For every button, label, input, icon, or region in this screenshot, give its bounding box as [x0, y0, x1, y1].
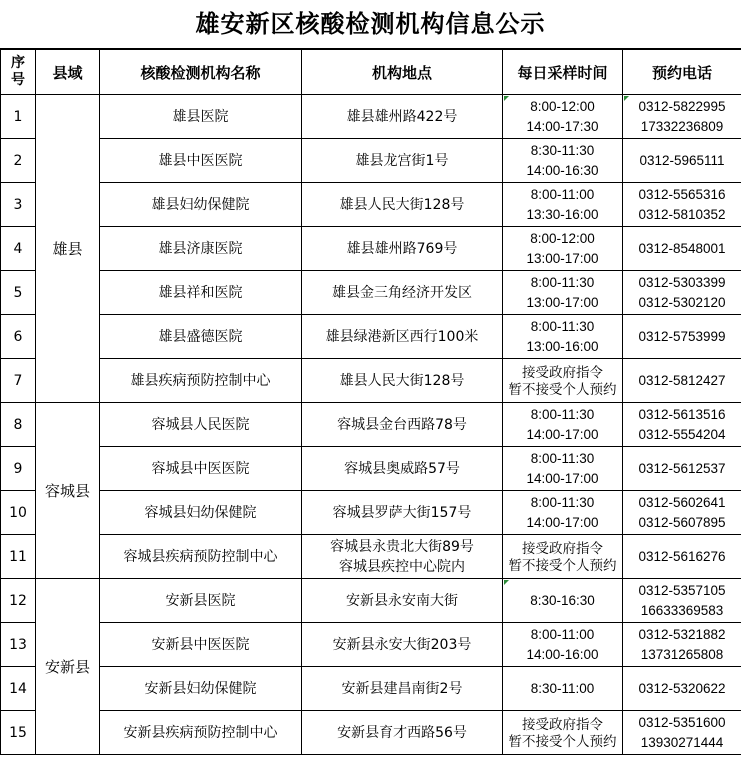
hours-line: 8:00-11:30	[530, 450, 595, 466]
booking-phone	[623, 183, 741, 227]
booking-phone	[623, 623, 741, 667]
hours-line: 14:00-17:00	[526, 470, 599, 486]
sampling-hours	[503, 139, 623, 183]
institution-address	[302, 95, 503, 139]
phone-line: 0312-5812427	[638, 372, 726, 388]
address-line: 安新县永安南大街	[346, 592, 458, 609]
institution-name: 雄县疾病预防控制中心	[100, 359, 302, 403]
institution-name: 雄县济康医院	[100, 227, 302, 271]
hours-line: 13:00-17:00	[526, 250, 599, 266]
institution-address	[302, 711, 503, 755]
table-row	[1, 139, 741, 183]
hours-line: 8:00-12:00	[530, 98, 595, 114]
table-row	[1, 403, 741, 447]
table-row	[1, 271, 741, 315]
hours-line: 8:00-12:00	[530, 230, 595, 246]
row-index: 15	[1, 711, 36, 755]
row-index: 2	[1, 139, 36, 183]
row-index: 4	[1, 227, 36, 271]
booking-phone	[623, 315, 741, 359]
header-row	[1, 50, 741, 95]
row-index: 13	[1, 623, 36, 667]
booking-phone	[623, 359, 741, 403]
institution-address	[302, 227, 503, 271]
table-row	[1, 315, 741, 359]
row-index: 7	[1, 359, 36, 403]
booking-phone	[623, 491, 741, 535]
hours-line: 暂不接受个人预约	[508, 733, 617, 749]
sampling-hours	[503, 315, 623, 359]
institution-name: 雄县医院	[100, 95, 302, 139]
table-row	[1, 667, 741, 711]
institution-address	[302, 139, 503, 183]
hours-line: 8:30-11:30	[530, 142, 595, 158]
header-address: 机构地点	[302, 50, 503, 95]
table-row	[1, 447, 741, 491]
address-line: 雄县雄州路422号	[346, 108, 458, 125]
address-line: 雄县龙宫街1号	[355, 152, 449, 169]
address-line: 安新县建昌南街2号	[341, 680, 463, 697]
phone-line: 13731265808	[640, 646, 724, 662]
institution-name: 雄县祥和医院	[100, 271, 302, 315]
page-title: 雄安新区核酸检测机构信息公示	[0, 0, 741, 49]
table-body	[1, 95, 741, 755]
institution-address	[302, 491, 503, 535]
phone-line: 0312-5965111	[639, 152, 725, 168]
table-row	[1, 623, 741, 667]
hours-line: 8:00-11:30	[530, 494, 595, 510]
institution-name: 容城县中医医院	[100, 447, 302, 491]
institution-address	[302, 579, 503, 623]
institution-address	[302, 183, 503, 227]
phone-line: 0312-5303399	[638, 274, 726, 290]
phone-line: 0312-5616276	[638, 548, 726, 564]
header-idx-char-2: 号	[11, 72, 25, 88]
sampling-hours	[503, 491, 623, 535]
institution-name: 容城县疾病预防控制中心	[100, 535, 302, 579]
hours-line: 13:00-17:00	[526, 294, 599, 310]
hours-line: 接受政府指令	[522, 716, 603, 732]
sampling-hours	[503, 623, 623, 667]
institution-address	[302, 403, 503, 447]
institution-name: 雄县中医医院	[100, 139, 302, 183]
row-index: 3	[1, 183, 36, 227]
table-row	[1, 227, 741, 271]
row-index: 6	[1, 315, 36, 359]
phone-line: 0312-5565316	[638, 186, 726, 202]
row-index: 10	[1, 491, 36, 535]
phone-line: 13930271444	[640, 734, 724, 750]
hours-line: 13:00-16:00	[526, 338, 599, 354]
institution-name: 安新县医院	[100, 579, 302, 623]
phone-line: 0312-5320622	[638, 680, 726, 696]
sampling-hours	[503, 183, 623, 227]
row-index: 1	[1, 95, 36, 139]
phone-line: 0312-5753999	[638, 328, 726, 344]
header-hours: 每日采样时间	[503, 50, 623, 95]
institution-name: 安新县中医医院	[100, 623, 302, 667]
phone-line: 0312-5607895	[638, 514, 726, 530]
header-phone: 预约电话	[623, 50, 741, 95]
sampling-hours	[503, 579, 623, 623]
hours-line: 暂不接受个人预约	[508, 381, 617, 397]
row-index: 11	[1, 535, 36, 579]
header-idx-char-1: 序	[11, 55, 25, 71]
sampling-hours	[503, 667, 623, 711]
institution-address	[302, 447, 503, 491]
booking-phone	[623, 139, 741, 183]
hours-line: 8:00-11:00	[530, 186, 595, 202]
phone-line: 0312-5810352	[638, 206, 726, 222]
booking-phone	[623, 227, 741, 271]
address-line: 容城县罗萨大街157号	[332, 504, 472, 521]
hours-line: 14:00-16:30	[526, 162, 599, 178]
hours-line: 接受政府指令	[522, 364, 603, 380]
hours-line: 14:00-16:00	[526, 646, 599, 662]
institution-address	[302, 667, 503, 711]
address-line: 雄县人民大街128号	[339, 196, 465, 213]
institution-name: 安新县妇幼保健院	[100, 667, 302, 711]
address-line: 容城县永贵北大街89号	[330, 538, 474, 555]
hours-line: 14:00-17:00	[526, 426, 599, 442]
hours-line: 暂不接受个人预约	[508, 557, 617, 573]
booking-phone	[623, 271, 741, 315]
sampling-hours	[503, 403, 623, 447]
county-cell: 安新县	[36, 579, 100, 755]
hours-line: 14:00-17:30	[526, 118, 599, 134]
institution-name: 雄县妇幼保健院	[100, 183, 302, 227]
phone-line: 16633369583	[640, 602, 724, 618]
header-idx	[1, 50, 36, 95]
institution-address	[302, 623, 503, 667]
hours-line: 8:00-11:00	[530, 626, 595, 642]
phone-line: 17332236809	[640, 118, 724, 134]
table-row	[1, 359, 741, 403]
sampling-hours	[503, 711, 623, 755]
row-index: 5	[1, 271, 36, 315]
row-index: 9	[1, 447, 36, 491]
hours-line: 8:00-11:30	[530, 318, 595, 334]
hours-line: 8:30-11:00	[530, 680, 595, 696]
table-row	[1, 711, 741, 755]
address-line: 容城县奥威路57号	[344, 460, 460, 477]
table-row	[1, 579, 741, 623]
sampling-hours	[503, 227, 623, 271]
address-line: 安新县育才西路56号	[337, 724, 467, 741]
phone-line: 0312-5302120	[638, 294, 726, 310]
row-index: 14	[1, 667, 36, 711]
booking-phone	[623, 95, 741, 139]
phone-line: 0312-5822995	[638, 98, 726, 114]
institution-name: 安新县疾病预防控制中心	[100, 711, 302, 755]
sampling-hours	[503, 95, 623, 139]
table-row	[1, 535, 741, 579]
phone-line: 0312-8548001	[638, 240, 726, 256]
phone-line: 0312-5612537	[638, 460, 726, 476]
sampling-hours	[503, 359, 623, 403]
booking-phone	[623, 447, 741, 491]
address-line: 雄县金三角经济开发区	[332, 284, 472, 301]
institution-table	[0, 49, 741, 755]
institution-address	[302, 315, 503, 359]
phone-line: 0312-5357105	[638, 582, 726, 598]
hours-line: 13:30-16:00	[526, 206, 599, 222]
phone-line: 0312-5613516	[638, 406, 726, 422]
address-line: 容城县疾控中心院内	[339, 558, 465, 575]
address-line: 雄县绿港新区西行100米	[325, 328, 479, 345]
phone-line: 0312-5321882	[638, 626, 726, 642]
phone-line: 0312-5351600	[638, 714, 726, 730]
booking-phone	[623, 403, 741, 447]
hours-line: 14:00-17:00	[526, 514, 599, 530]
address-line: 雄县人民大街128号	[339, 372, 465, 389]
sampling-hours	[503, 535, 623, 579]
table-row	[1, 491, 741, 535]
address-line: 安新县永安大街203号	[332, 636, 472, 653]
sampling-hours	[503, 447, 623, 491]
address-line: 雄县雄州路769号	[346, 240, 458, 257]
header-county: 县域	[36, 50, 100, 95]
county-cell: 雄县	[36, 95, 100, 403]
institution-name: 雄县盛德医院	[100, 315, 302, 359]
header-name: 核酸检测机构名称	[100, 50, 302, 95]
booking-phone	[623, 579, 741, 623]
table-row	[1, 95, 741, 139]
institution-name: 容城县人民医院	[100, 403, 302, 447]
hours-line: 8:00-11:30	[530, 274, 595, 290]
phone-line: 0312-5602641	[638, 494, 726, 510]
hours-line: 8:00-11:30	[530, 406, 595, 422]
institution-name: 容城县妇幼保健院	[100, 491, 302, 535]
institution-address	[302, 271, 503, 315]
sampling-hours	[503, 271, 623, 315]
institution-address	[302, 359, 503, 403]
address-line: 容城县金台西路78号	[337, 416, 467, 433]
booking-phone	[623, 711, 741, 755]
row-index: 12	[1, 579, 36, 623]
booking-phone	[623, 667, 741, 711]
phone-line: 0312-5554204	[638, 426, 726, 442]
table-row	[1, 183, 741, 227]
row-index: 8	[1, 403, 36, 447]
county-cell: 容城县	[36, 403, 100, 579]
institution-address	[302, 535, 503, 579]
booking-phone	[623, 535, 741, 579]
hours-line: 接受政府指令	[522, 540, 603, 556]
hours-line: 8:30-16:30	[530, 592, 595, 608]
